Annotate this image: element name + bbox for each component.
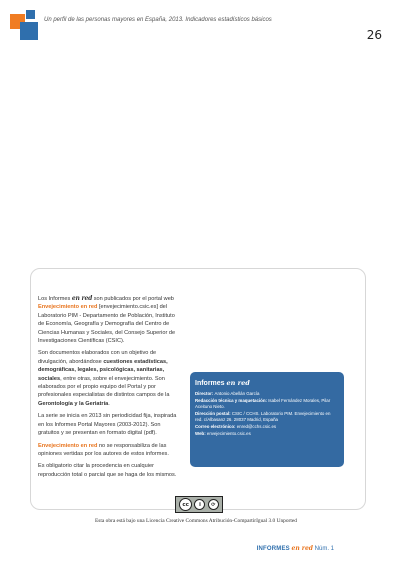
topics-bold: cuestiones estadísticas, demográficas, legales, psicológicas, sanitarias, sociales: [38, 358, 168, 382]
email-label: Correo electrónico:: [195, 423, 237, 429]
brand-wordmark: en red: [71, 295, 93, 302]
intro-paragraph-4: [38, 442, 180, 459]
portal-name-highlight: Envejecimiento en red: [38, 442, 98, 449]
cc-icon: cc: [179, 498, 192, 511]
footer-series-name: INFORMES: [256, 546, 290, 552]
redaccion-value: Isabel Fernández Morales, Pilar Aceituno Nieto.: [195, 397, 331, 410]
address-value: CSIC / CCHS. Laboratorio PIM. Envejecimiento en red. c/Albasanz 26. 28037 Madrid, España: [195, 410, 331, 423]
text-fragment: son publicados por el portal web: [92, 296, 174, 302]
intro-paragraph-5: Es obligatorio citar la procedencia en cualquier reproducción total o parcial que se haga de los mismos.: [38, 463, 177, 478]
card-title: [195, 379, 339, 387]
share-alike-icon: ⟳: [208, 499, 219, 510]
intro-paragraph-1: [38, 295, 180, 345]
logo-blue-square: [20, 22, 38, 40]
page-number: 26: [366, 28, 382, 42]
text-fragment: , entre otras, sobre el envejecimiento. Son elaborados por el propio equipo del Portal y por profesionales especialistas de distintos campos de la: [38, 375, 170, 399]
text-fragment: .: [108, 400, 110, 407]
email-link[interactable]: enred@cchs.csic.es: [236, 423, 277, 429]
running-header: Un perfil de las personas mayores en España, 2013. Indicadores estadísticos básicos: [44, 17, 272, 23]
footer-series-script: en red: [291, 545, 313, 552]
license-text: Esta obra está bajo una Licencia Creative Commons Atribución-CompartirIgual 3.0 Unported: [95, 518, 297, 524]
intro-paragraph-3: La serie se inicia en 2013 sin periodicidad fija, inspirada en los Informes Portal Mayores (2003-2012). Son gratuitos y se presentan en formato digital (pdf).: [38, 413, 177, 437]
text-fragment: Los Informes: [38, 296, 72, 302]
creative-commons-badge[interactable]: [175, 496, 223, 513]
web-label: Web:: [195, 430, 207, 436]
redaccion-line: [195, 398, 339, 411]
portal-link[interactable]: Envejecimiento en red: [38, 304, 98, 311]
email-line: [195, 424, 339, 431]
attribution-icon: i: [194, 499, 205, 510]
web-link[interactable]: envejecimiento.csic.es: [206, 430, 251, 436]
text-fragment: Son documentos elaborados con un objetivo de divulgación, abordándose: [38, 350, 157, 365]
portal-logo: [10, 10, 40, 40]
footer-issue-number: Núm. 1: [312, 546, 334, 552]
intro-text: [38, 295, 180, 483]
credits-card: [190, 372, 344, 467]
card-title-text: Informes: [195, 380, 225, 387]
address-line: [195, 411, 339, 424]
director-label: Director:: [195, 391, 215, 396]
director-value: Antonio Abellán García: [214, 391, 260, 396]
logo-small-blue-square: [26, 10, 35, 19]
director-line: [195, 391, 339, 398]
field-bold: Gerontología y la Geriatría: [38, 400, 109, 407]
redaccion-label: Redacción técnica y maquetación:: [195, 397, 269, 403]
text-fragment: no se responsabiliza de las opiniones vertidas por los autores de estos informes.: [38, 442, 169, 457]
text-fragment: [envejecimiento.csic.es] del Laboratorio PIM - Departamento de Población, Instituto de Economía, Geografía y Demografía del Centro de Ciencias Humanas y Sociales, del Consejo Superior de Investigaciones Científicas (CSIC).: [38, 304, 176, 345]
address-label: Dirección postal:: [195, 410, 232, 416]
footer-series: [257, 545, 334, 552]
intro-paragraph-2: [38, 349, 180, 408]
card-title-script: en red: [226, 379, 250, 387]
web-line: [195, 431, 339, 438]
